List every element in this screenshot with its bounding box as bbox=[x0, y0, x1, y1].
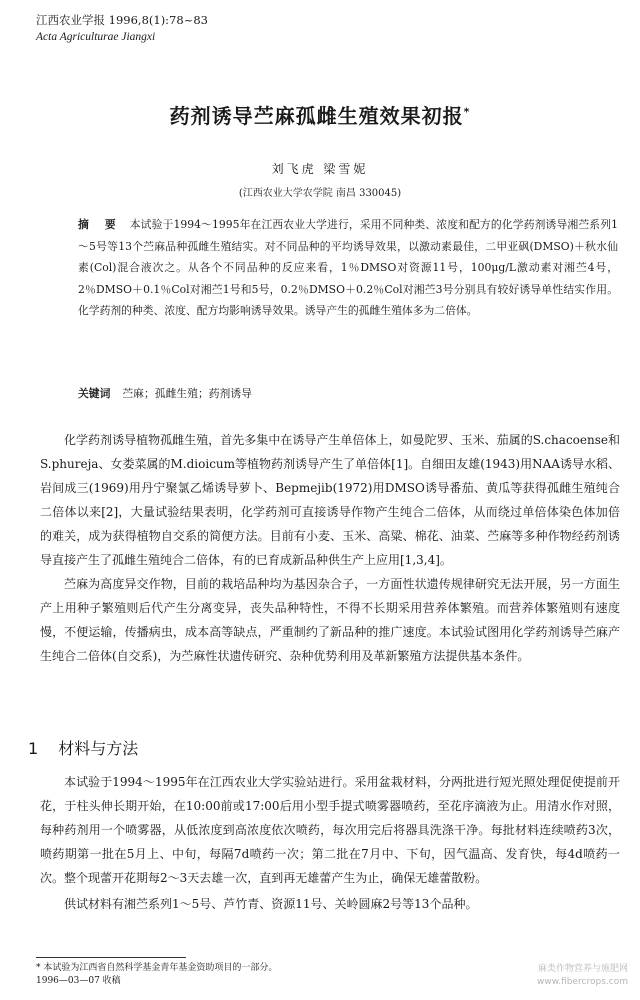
affiliation-line: (江西农业大学农学院 南昌 330045) bbox=[238, 188, 402, 199]
title-footnote-mark: * bbox=[463, 105, 471, 119]
journal-english-name: Acta Agriculturae Jiangxi bbox=[36, 31, 156, 43]
introduction bbox=[40, 428, 620, 668]
methods-paragraph-2: 供试材料有湘苎系列1～5号、芦竹青、资源11号、关岭圆麻2号等13个品种。 bbox=[64, 897, 478, 911]
abstract-text: 本试验于1994～1995年在江西农业大学进行，采用不同种类、浓度和配方的化学药剂诱导湘苎系列1～5号等13个苎麻品种孤雌生殖结实。对不同品种的平均诱导效果，以激动素最佳，二甲亚砜(DMSO)＋秋水仙素(Col)混合液次之。从各个不同品种的反应来看，1％DMSO对资源11号，100μg/L激动素对湘苎4号，2％DMSO＋0.1％Col对湘苎1号和5号，0.2％DMSO＋0.2％Col对湘苎3号分别具有较好诱导单性结实作用。化学药剂的种类、浓度、配方均影响诱导效果。诱导产生的孤雌生殖体多为二倍体。 bbox=[78, 218, 618, 317]
keywords-text: 苎麻；孤雌生殖；药剂诱导 bbox=[122, 387, 252, 400]
footnote-block bbox=[36, 962, 277, 988]
keywords-block bbox=[78, 384, 618, 404]
section-number: 1 bbox=[28, 739, 39, 758]
author-line: 刘飞虎 梁雪妮 bbox=[271, 162, 369, 176]
keywords-label: 关键词 bbox=[78, 387, 111, 400]
intro-paragraph-1: 化学药剂诱导植物孤雌生殖，首先多集中在诱导产生单倍体上，如曼陀罗、玉米、茄属的S.chacoense和S.phureja、女娄菜属的M.dioicum等植物药剂诱导产生了单倍体[1]。自细田友雄(1943)用NAA诱导水稻、岩间成三(1969)用丹宁聚氯乙烯诱导萝卜、Bepmejib(1972)用DMSO诱导番茄、黄瓜等获得孤雌生殖纯合二倍体以来[2]，大量试验结果表明，化学药剂可直接诱导作物产生纯合二倍体，从而绕过单倍体染色体加倍的难关，成为获得植物自交系的简便方法。目前有小麦、玉米、高粱、棉花、油菜、苎麻等多种作物经药剂诱导直接产生了孤雌生殖纯合二倍体，有的已育成新品种供生产上应用[1,3,4]。 bbox=[40, 433, 620, 567]
intro-paragraph-2: 苎麻为高度异交作物，目前的栽培品种均为基因杂合子，一方面性状遗传规律研究无法开展，另一方面生产上用种子繁殖则后代产生分离变异，丧失品种特性，不得不长期采用营养体繁殖。而营养体繁殖则有速度慢，不便运输，传播病虫，成本高等缺点，严重制约了新品种的推广速度。本试验试图用化学药剂诱导苎麻产生纯合二倍体(自交系)，为苎麻性状遗传研究、杂种优势利用及革新繁殖方法提供基本条件。 bbox=[40, 577, 620, 663]
watermark-url: www.fibercrops.com bbox=[537, 977, 628, 987]
section-heading bbox=[28, 736, 138, 759]
journal-header bbox=[36, 12, 208, 46]
footnote-funding: * 本试验为江西省自然科学基金青年基金资助项目的一部分。 bbox=[36, 963, 278, 973]
abstract-label: 摘 要 bbox=[78, 218, 122, 231]
watermark-site-name: 麻类作物营养与施肥网 bbox=[537, 964, 628, 974]
abstract-block bbox=[78, 214, 618, 322]
section-title: 材料与方法 bbox=[58, 739, 139, 758]
footnote-divider bbox=[36, 957, 186, 958]
methods-section bbox=[40, 770, 620, 916]
paper-title bbox=[0, 100, 640, 129]
methods-paragraph-1: 本试验于1994～1995年在江西农业大学实验站进行。采用盆栽材料，分两批进行短光照处理促使提前开花，于柱头伸长期开始，在10:00前或17:00后用小型手提式喷雾器喷药，至花序滴液为止。用清水作对照，每种药剂用一个喷雾器，从低浓度到高浓度依次喷药，每次用完后将器具洗涤干净。每批材料连续喷药3次，喷药期第一批在5月上、中旬，每隔7d喷药一次；第二批在7月中、下旬，因气温高、发育快，每4d喷药一次。整个现蕾开花期每2～3天去雄一次，直到再无雄蕾产生为止，确保无雄蕾散粉。 bbox=[40, 775, 621, 885]
site-watermark bbox=[537, 963, 628, 989]
title-text: 药剂诱导苎麻孤雌生殖效果初报 bbox=[169, 104, 464, 128]
footnote-received-date: 1996—03—07 收稿 bbox=[36, 976, 121, 986]
journal-citation: 江西农业学报 1996,8(1):78~83 bbox=[36, 13, 208, 27]
